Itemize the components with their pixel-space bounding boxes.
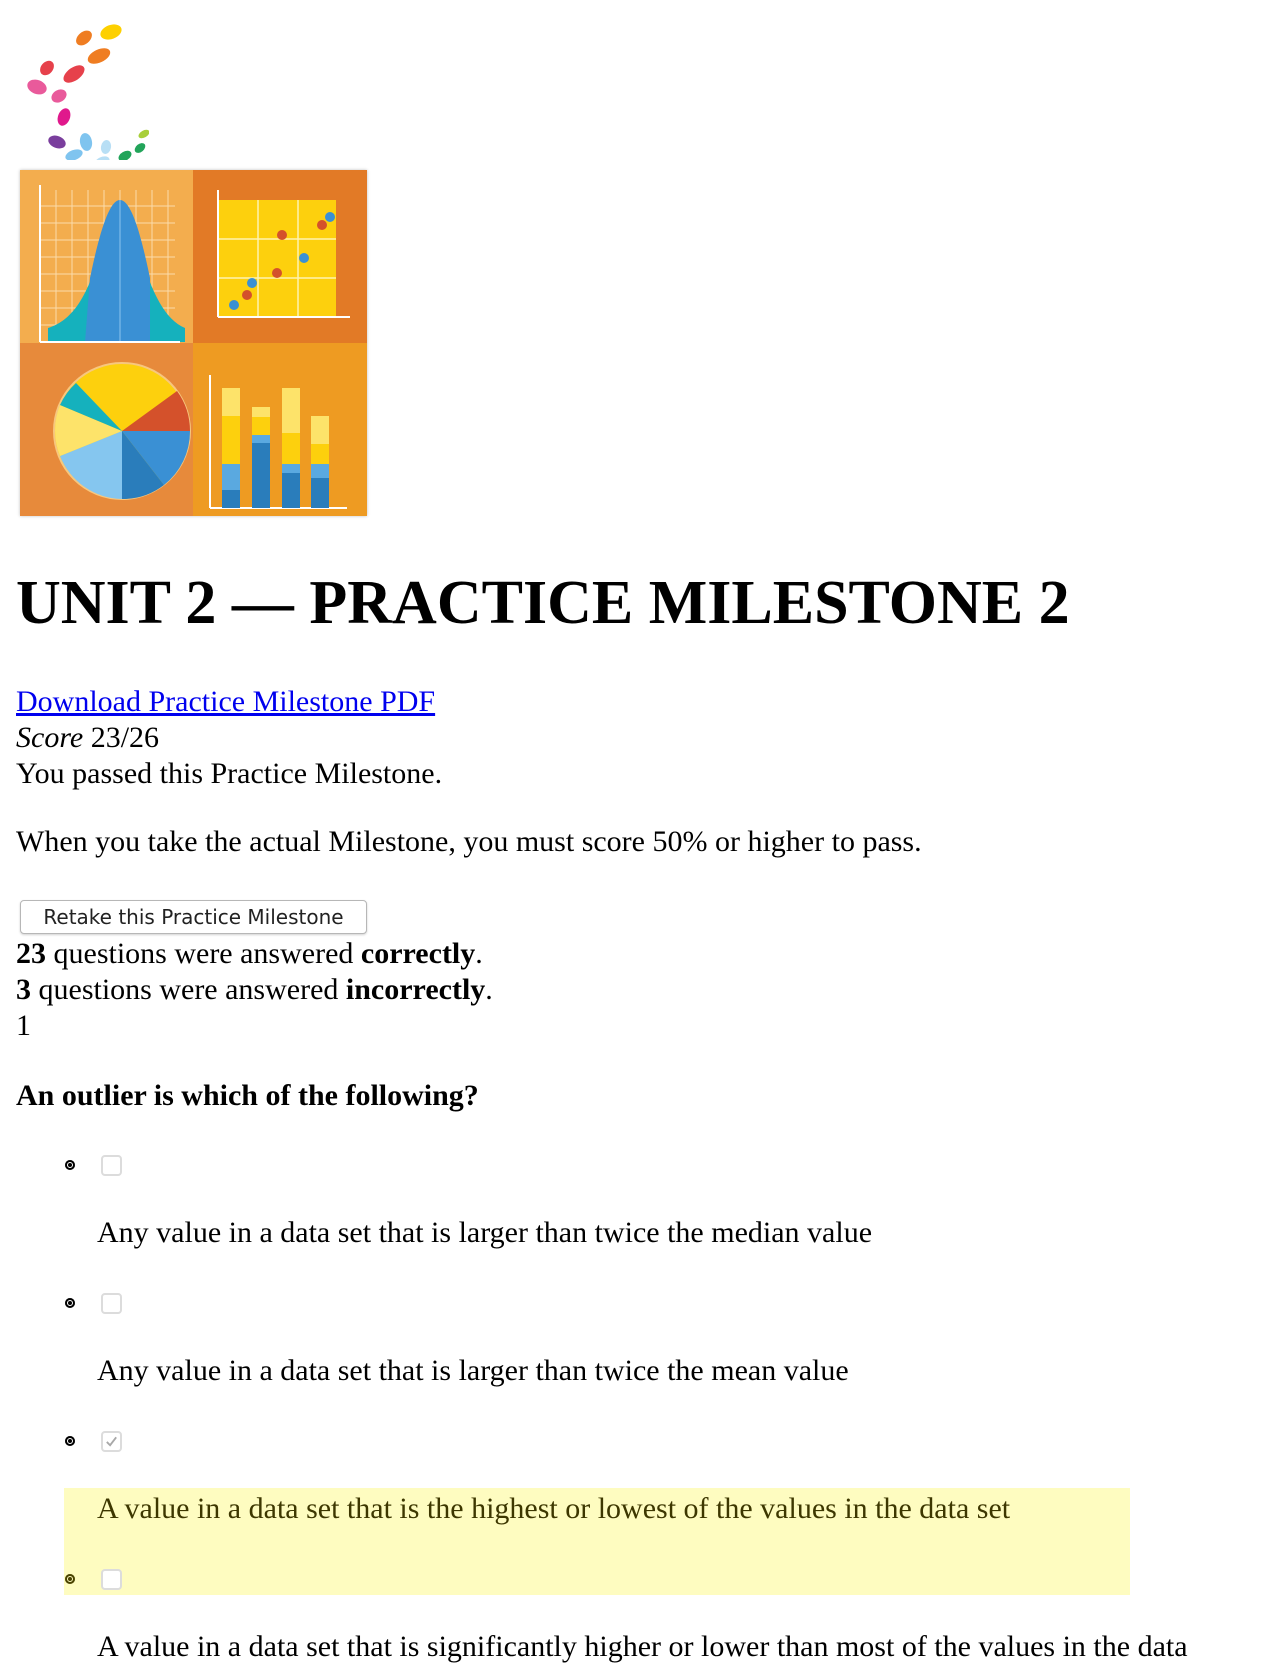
correct-mid-text: questions were answered [46, 937, 361, 970]
incorrect-count-line [16, 972, 493, 1008]
question-text: An outlier is which of the following? [16, 1079, 479, 1112]
pass-requirement-text: When you take the actual Milestone, you must score 50% or higher to pass. [16, 825, 922, 858]
list-bullet-icon [65, 1160, 75, 1170]
incorrect-word: incorrectly [345, 973, 486, 1006]
correct-count: 23 [16, 937, 46, 970]
score-label: Score [16, 721, 84, 754]
list-bullet-icon [65, 1436, 75, 1446]
list-bullet-icon [65, 1574, 75, 1584]
correct-word: correctly [360, 937, 476, 970]
leaf-spiral-logo-icon [14, 10, 149, 160]
checkmark-icon [104, 1434, 119, 1449]
period: . [475, 937, 483, 970]
score-line [16, 720, 159, 756]
download-pdf-link[interactable]: Download Practice Milestone PDF [16, 685, 436, 718]
option-3-label: A value in a data set that is the highest or lowest of the values in the data set [97, 1492, 1011, 1525]
retake-milestone-button[interactable]: Retake this Practice Milestone [20, 900, 367, 934]
period: . [485, 973, 493, 1006]
incorrect-mid-text: questions were answered [31, 973, 346, 1006]
correct-count-line [16, 936, 483, 972]
option-1-checkbox[interactable] [101, 1155, 122, 1176]
page-title: UNIT 2 — PRACTICE MILESTONE 2 [16, 569, 1070, 637]
option-4-label: A value in a data set that is significantly higher or lower than most of the values in the data [97, 1630, 1188, 1663]
statistics-charts-illustration [20, 170, 367, 516]
option-3-checkbox[interactable] [101, 1431, 122, 1452]
passed-message: You passed this Practice Milestone. [16, 757, 443, 790]
score-value: 23/26 [90, 721, 160, 754]
list-bullet-icon [65, 1298, 75, 1308]
option-2-label: Any value in a data set that is larger than twice the mean value [97, 1354, 849, 1387]
question-number: 1 [16, 1009, 31, 1042]
option-1-label: Any value in a data set that is larger than twice the median value [97, 1216, 873, 1249]
option-4-checkbox[interactable] [101, 1569, 122, 1590]
option-2-checkbox[interactable] [101, 1293, 122, 1314]
incorrect-count: 3 [16, 973, 31, 1006]
